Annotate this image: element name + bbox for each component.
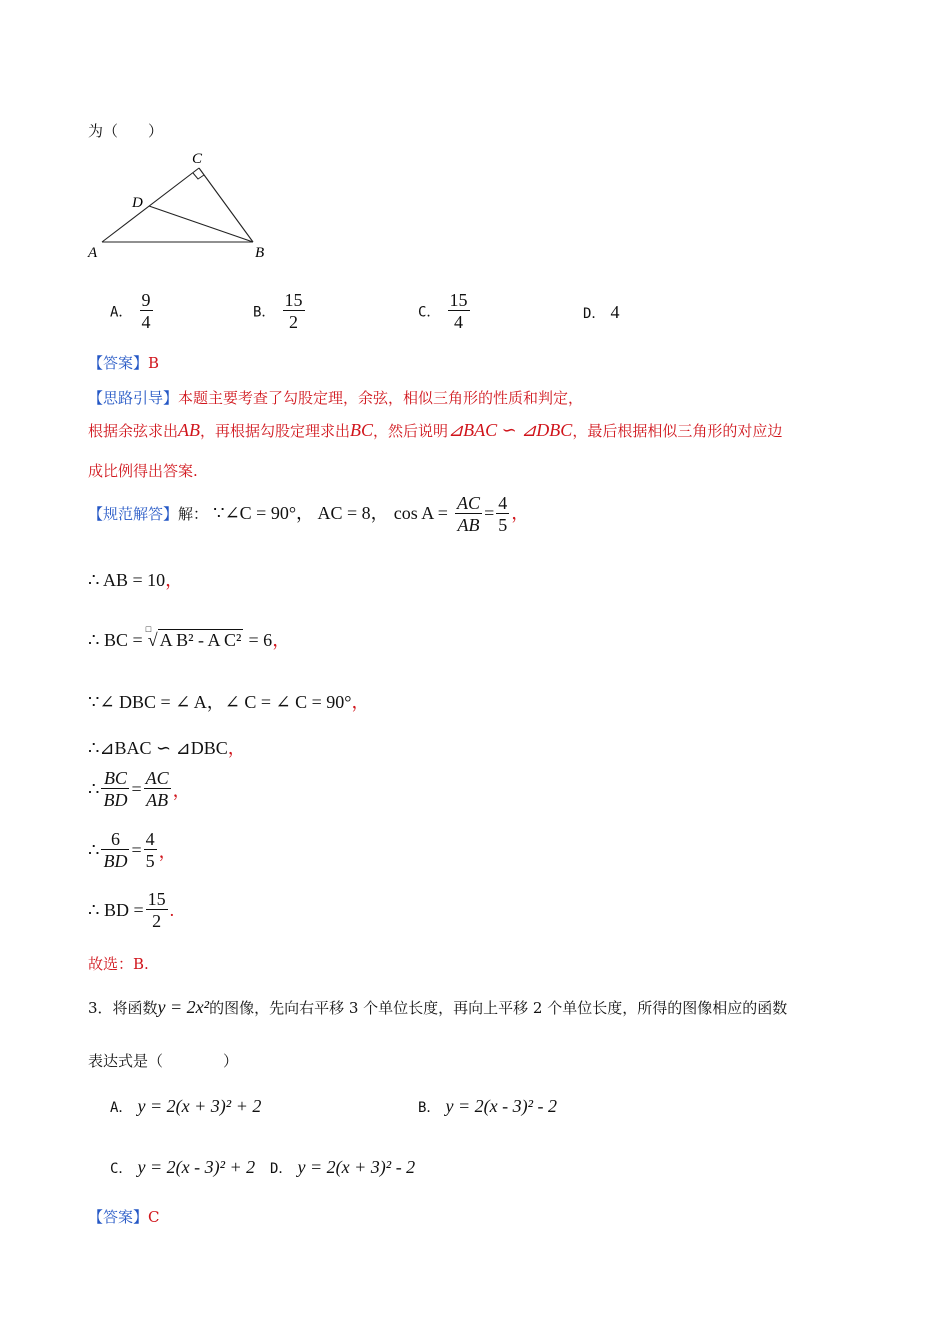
question-stem-tail: 为（ ） [88, 122, 164, 140]
hint-line-3: 成比例得出答案. [88, 462, 198, 480]
hint-line-1: 【思路引导】本题主要考查了勾股定理，余弦，相似三角形的性质和判定， [88, 389, 584, 407]
label-b: B [255, 245, 265, 261]
question-3-stem-line2: 表达式是（ ） [88, 1052, 239, 1070]
solution-step-3: ∴ BC = □ √ A B² - A C² = 6， [88, 624, 291, 650]
final-answer: 故选：B. [88, 955, 149, 973]
q3-option-d[interactable]: D． y = 2(x + 3)² - 2 [270, 1157, 416, 1177]
option-d[interactable]: D． 4 [583, 302, 620, 322]
q3-option-b[interactable]: B． y = 2(x - 3)² - 2 [418, 1096, 558, 1116]
answer-line: 【答案】B [88, 354, 160, 372]
q3-answer-line: 【答案】C [88, 1208, 160, 1226]
side-cb [199, 168, 253, 242]
option-a[interactable]: A． $\frac{9}{4}$ [110, 290, 151, 332]
solution-step-6: ∴ $\frac{BC}{BD}$ = $\frac{AC}{AB}$ ， [88, 768, 191, 810]
solution-step-4: ∵∠ DBC = ∠ A，∠ C = ∠ C = 90°， [88, 692, 370, 712]
label-a: A [88, 245, 98, 261]
q3-option-a[interactable]: A． y = 2(x + 3)² + 2 [110, 1096, 262, 1116]
label-c: C [192, 151, 203, 167]
question-3-stem: 3．将函数y = 2x²的图像，先向右平移 3 个单位长度，再向上平移 2 个单位长度，所得的图像相应的函数 [88, 997, 788, 1017]
solution-step-7: ∴ $\frac{6}{BD}$ = $\frac{4}{5}$ ， [88, 829, 177, 871]
solution-step-2: ∴ AB = 10， [88, 570, 184, 590]
solution-step-5: ∴⊿BAC ∽ ⊿DBC， [88, 738, 246, 758]
hint-line-2: 根据余弦求出AB，再根据勾股定理求出BC，然后说明⊿BAC ∽ ⊿DBC，最后根据相似三角形的对应边 [88, 420, 783, 440]
q3-option-c[interactable]: C． y = 2(x - 3)² + 2 [110, 1157, 256, 1177]
side-ac [102, 168, 199, 242]
label-d: D [132, 195, 143, 211]
option-b[interactable]: B． $\frac{15}{2}$ [253, 290, 303, 332]
solution-step-8: ∴ BD = $\frac{15}{2}$ . [88, 889, 175, 931]
solution-step-1: 【规范解答】解： ∵∠C = 90°， AC = 8， cos A = $\frac{AC}{AB}$ = $\frac{4}{5}$ ， [88, 493, 530, 535]
triangle-figure [80, 145, 280, 265]
right-angle-mark [193, 173, 204, 179]
segment-db [149, 206, 253, 242]
option-c[interactable]: C． $\frac{15}{4}$ [418, 290, 468, 332]
